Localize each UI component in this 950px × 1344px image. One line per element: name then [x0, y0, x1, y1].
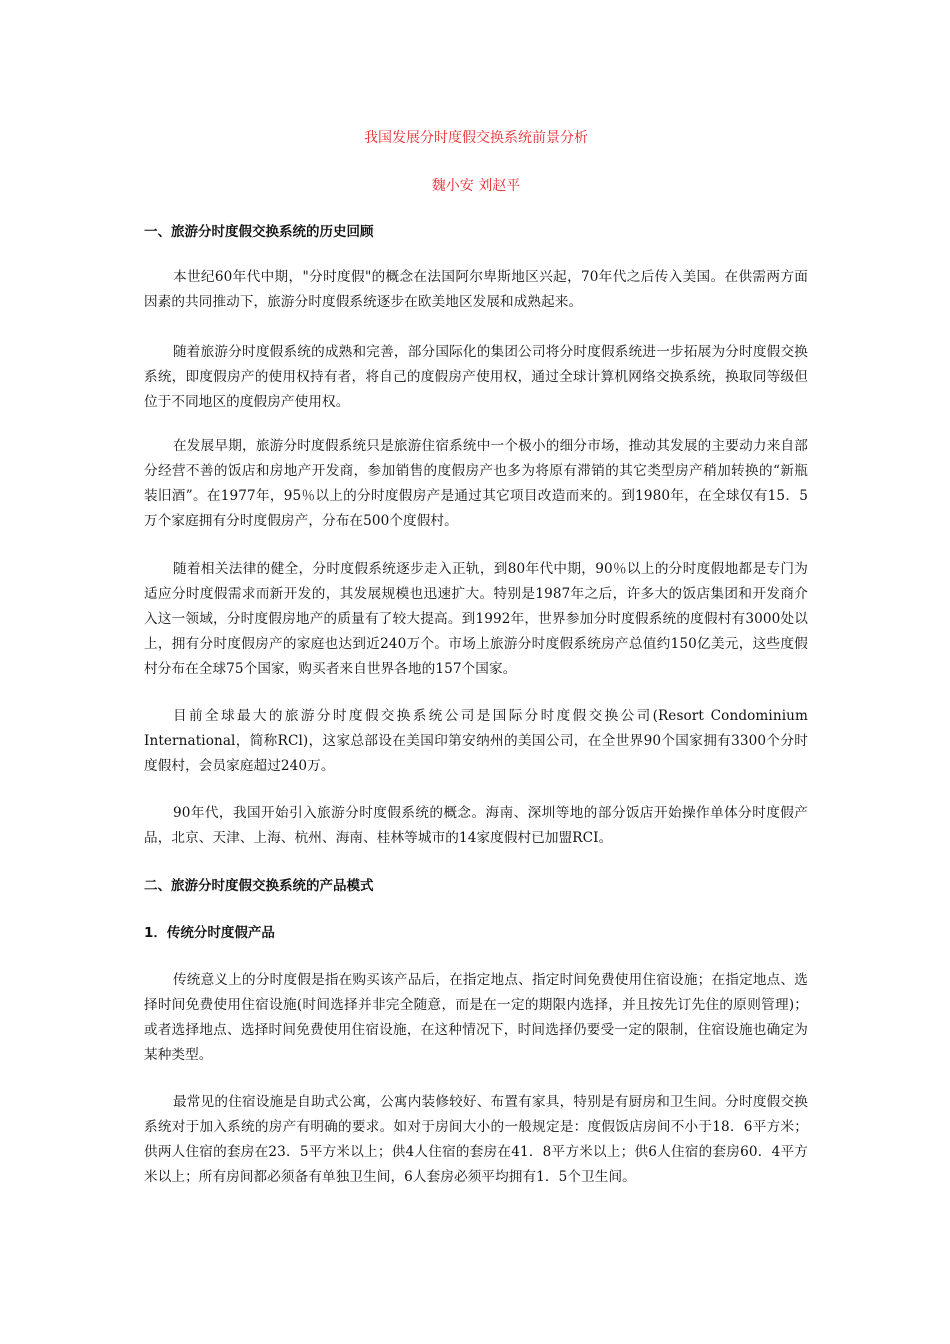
section-1-heading: 一、旅游分时度假交换系统的历史回顾 [144, 224, 374, 240]
section-1-paragraph-3: 在发展早期，旅游分时度假系统只是旅游住宿系统中一个极小的细分市场，推动其发展的主要动力来自部分经营不善的饭店和房地产开发商，参加销售的度假房产也多为将原有滞销的其它类型房产稍加转换的“新瓶装旧酒”。在1977年，95％以上的分时度假房产是通过其它项目改造而来的。到1980年，在全球仅有15．5万个家庭拥有分时度假房产，分布在500个度假村。 [144, 438, 808, 529]
section-1-paragraph-1: 本世纪60年代中期，"分时度假"的概念在法国阿尔卑斯地区兴起，70年代之后传入美国。在供需两方面因素的共同推动下，旅游分时度假系统逐步在欧美地区发展和成熟起来。 [144, 269, 808, 310]
section-2-paragraph-2: 最常见的住宿设施是自助式公寓，公寓内装修较好、布置有家具，特别是有厨房和卫生间。分时度假交换系统对于加入系统的房产有明确的要求。如对于房间大小的一般规定是：度假饭店房间不小于18．6平方米；供两人住宿的套房在23．5平方米以上；供4人住宿的套房在41．8平方米以上；供6人住宿的套房60．4平方米以上；所有房间都必须备有单独卫生间，6人套房必须平均拥有1．5个卫生间。 [144, 1094, 808, 1185]
document-title: 我国发展分时度假交换系统前景分析 [364, 130, 588, 146]
section-1-paragraph-6: 90年代，我国开始引入旅游分时度假系统的概念。海南、深圳等地的部分饭店开始操作单体分时度假产品，北京、天津、上海、杭州、海南、桂林等城市的14家度假村已加盟RCI。 [144, 805, 808, 846]
document-authors: 魏小安 刘赵平 [431, 178, 521, 194]
section-1-paragraph-2: 随着旅游分时度假系统的成熟和完善，部分国际化的集团公司将分时度假系统进一步拓展为分时度假交换系统，即度假房产的使用权持有者，将自己的度假房产使用权，通过全球计算机网络交换系统，换取同等级但位于不同地区的度假房产使用权。 [144, 344, 808, 410]
section-1-paragraph-5: 目前全球最大的旅游分时度假交换系统公司是国际分时度假交换公司(Resort Condominium International，简称RCl)，这家总部设在美国印第安纳州的美国公司，在全世界90个国家拥有3300个分时度假村，会员家庭超过240万。 [144, 708, 808, 774]
section-2-subheading: 1．传统分时度假产品 [144, 925, 275, 941]
section-2-paragraph-1: 传统意义上的分时度假是指在购买该产品后，在指定地点、指定时间免费使用住宿设施；在指定地点、选择时间免费使用住宿设施(时间选择并非完全随意，而是在一定的期限内选择，并且按先订先住的原则管理)；或者选择地点、选择时间免费使用住宿设施，在这种情况下，时间选择仍要受一定的限制，住宿设施也确定为某种类型。 [144, 972, 808, 1063]
section-2-heading: 二、旅游分时度假交换系统的产品模式 [144, 878, 374, 894]
section-1-paragraph-4: 随着相关法律的健全，分时度假系统逐步走入正轨，到80年代中期，90％以上的分时度假地都是专门为适应分时度假需求而新开发的，其发展规模也迅速扩大。特别是1987年之后，许多大的饭店集团和开发商介入这一领域，分时度假房地产的质量有了较大提高。到1992年，世界参加分时度假系统的度假村有3000处以上，拥有分时度假房产的家庭也达到近240万个。市场上旅游分时度假系统房产总值约150亿美元，这些度假村分布在全球75个国家，购买者来自世界各地的157个国家。 [144, 561, 808, 677]
